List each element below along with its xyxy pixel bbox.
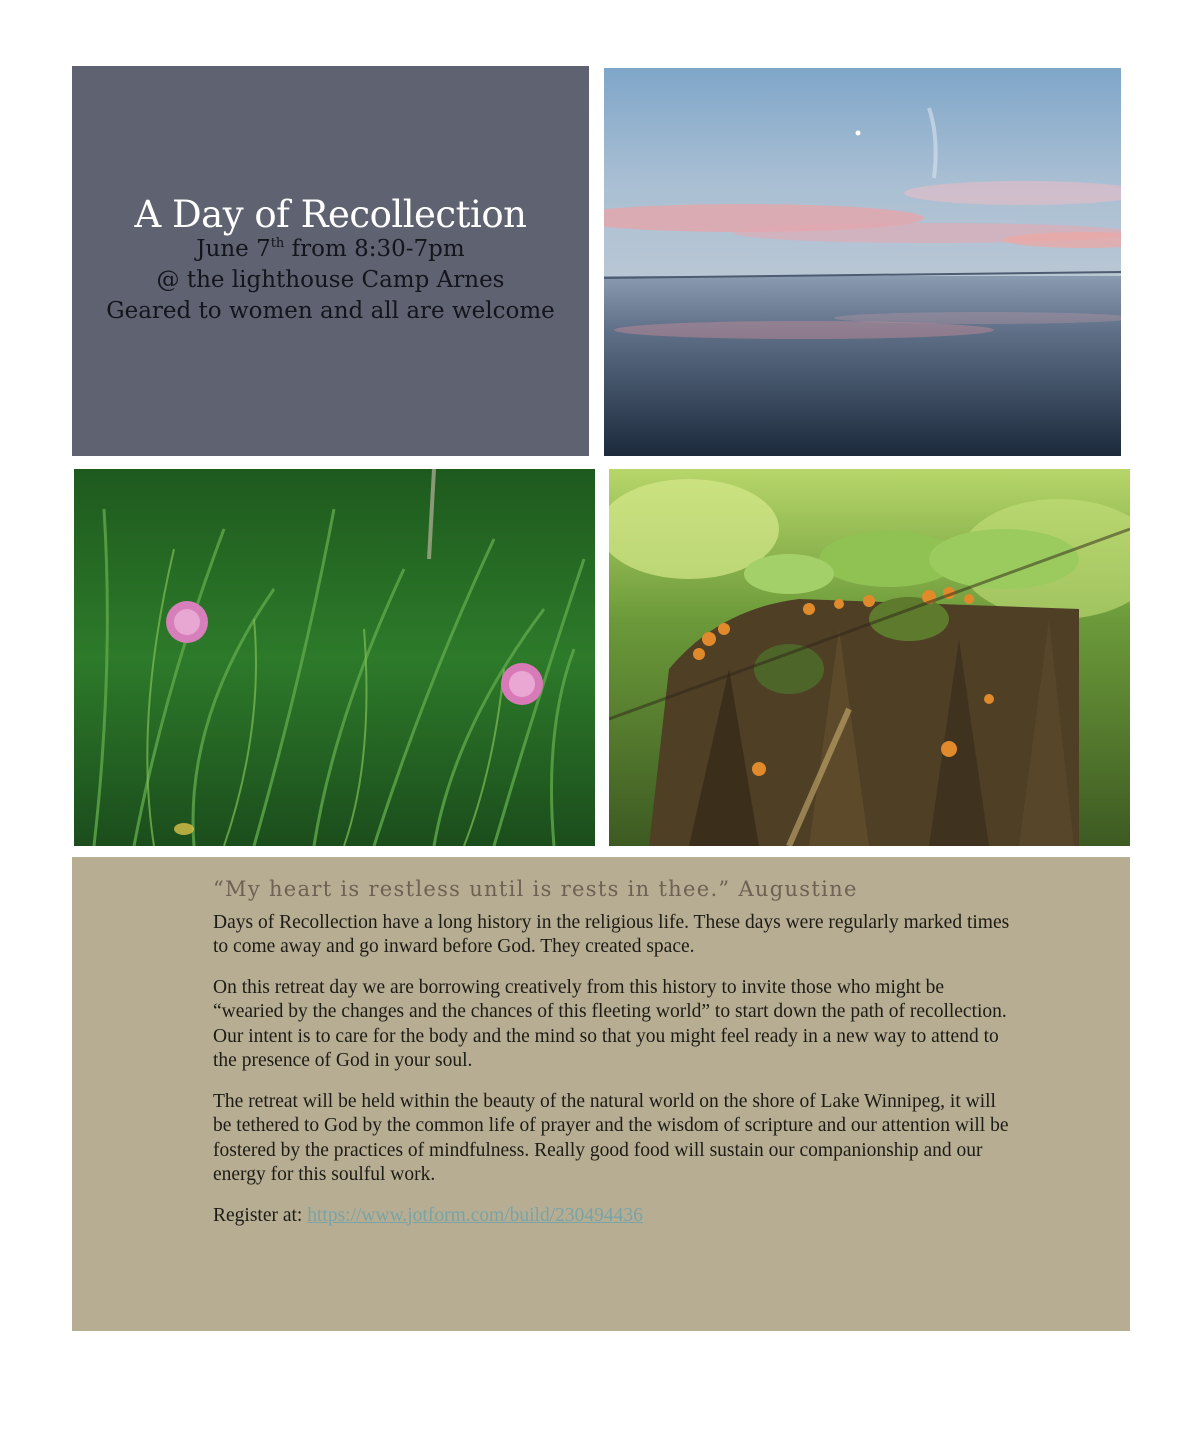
event-audience: Geared to women and all are welcome [106,298,555,325]
event-title: A Day of Recollection [134,192,527,236]
register-line [213,1204,1013,1229]
register-link[interactable]: https://www.jotform.com/build/230494436 [307,1204,643,1226]
description-content [213,877,1013,1228]
augustine-quote: “My heart is restless until is rests in thee.” Augustine [213,877,858,901]
lake-sunset-photo [604,68,1121,456]
date-suffix: th [270,236,285,252]
paragraph-retreat-setting: The retreat will be held within the beauty of the natural world on the shore of Lake Winnipeg, it will be tethered to God by the common life of prayer and the wisdom of scripture and our attention will be fostered by the practices of mindfulness. Really good food will sustain our companionship and our energy for this soulful work. [213,1090,1009,1185]
register-label: Register at: [213,1204,308,1226]
title-panel [72,66,589,456]
mossy-stump-image [609,469,1130,846]
paragraph-history: Days of Recollection have a long history in the religious life. These days were regularly marked times to come away and go inward before God. They created space. [213,911,1010,957]
description-panel [72,857,1130,1331]
event-location: @ the lighthouse Camp Arnes [156,267,505,294]
date-prefix: June 7 [196,236,271,263]
clover-flowers-photo [74,469,595,846]
event-date [196,234,464,265]
lake-sunset-image [604,68,1121,456]
mossy-stump-photo [609,469,1130,846]
paragraph-retreat-intent: On this retreat day we are borrowing creatively from this history to invite those who might be “wearied by the changes and the chances of this fleeting world” to start down the path of recollection. Our intent is to care for the body and the mind so that you might feel ready in a new way to attend to the presence of God in your soul. [213,976,1007,1071]
clover-flowers-image [74,469,595,846]
date-rest: from 8:30-7pm [284,236,465,263]
